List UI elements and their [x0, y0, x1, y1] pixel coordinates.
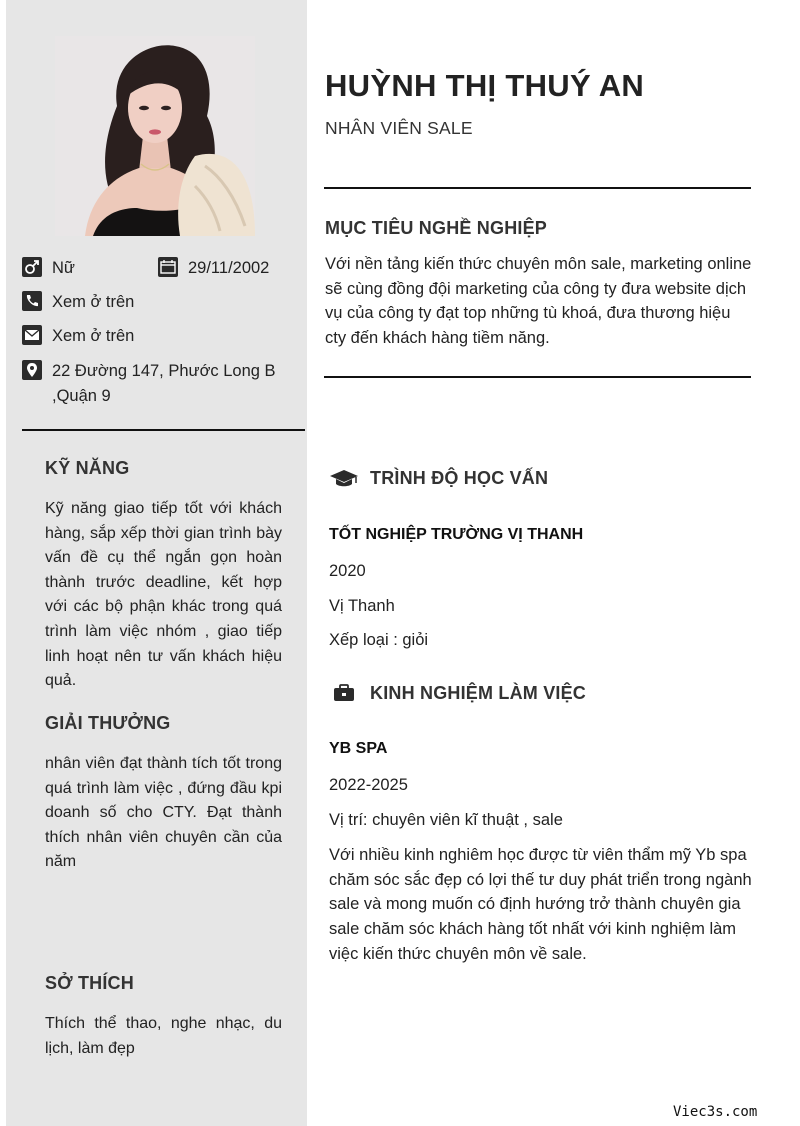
phone-value: Xem ở trên	[52, 293, 135, 311]
sidebar-divider	[22, 429, 305, 431]
briefcase-icon	[333, 684, 355, 702]
experience-company: YB SPA	[329, 740, 388, 757]
birthdate-value: 29/11/2002	[188, 259, 270, 277]
profile-photo	[55, 36, 255, 236]
graduation-cap-icon	[329, 468, 359, 488]
objective-heading: MỤC TIÊU NGHỀ NGHIỆP	[325, 218, 548, 238]
experience-description: Với nhiều kinh nghiêm học được từ viên thẩm mỹ Yb spa chăm sóc sắc đẹp có lợi thế tư duy phát triển trong ngành sale và mong muốn có định hướng trở thành chuyên gia sale chăm sóc khách hàng tốt nhất với kinh nghiệm làm việc kiến thức chuyên môn về sale.	[329, 846, 752, 963]
calendar-icon	[158, 257, 178, 277]
objective-text: Với nền tảng kiến thức chuyên môn sale, marketing online sẽ cùng đồng đội marketing của công ty đưa website dịch vụ của công ty đạt top những tù khoá, đưa thương hiệu cty đến khách hàng tiềm năng.	[325, 255, 752, 348]
education-school: TỐT NGHIỆP TRƯỜNG VỊ THANH	[329, 526, 584, 543]
awards-heading: GIẢI THƯỞNG	[45, 713, 171, 733]
experience-period: 2022-2025	[329, 776, 408, 794]
watermark: Viec3s.com	[673, 1104, 758, 1120]
education-heading: TRÌNH ĐỘ HỌC VẤN	[370, 468, 549, 488]
hobbies-text: Thích thể thao, nghe nhạc, du lịch, làm đẹp	[45, 1015, 282, 1057]
candidate-name: HUỲNH THỊ THUÝ AN	[325, 68, 645, 103]
experience-position: Vị trí: chuyên viên kĩ thuật , sale	[329, 811, 563, 829]
hobbies-heading: SỞ THÍCH	[45, 973, 134, 993]
awards-text: nhân viên đạt thành tích tốt trong quá trình làm việc , đứng đầu kpi doanh số cho CTY. Đạt thành thích nhân viên chuyên cần của năm	[45, 755, 282, 871]
education-location: Vị Thanh	[329, 597, 395, 615]
header-divider	[324, 187, 751, 189]
objective-divider	[324, 376, 751, 378]
gender-icon	[22, 257, 42, 277]
education-year: 2020	[329, 562, 366, 580]
address-line-2: ,Quận 9	[52, 387, 111, 405]
candidate-title: NHÂN VIÊN SALE	[325, 118, 473, 138]
location-pin-icon	[22, 360, 42, 380]
address-line-1: 22 Đường 147, Phước Long B	[52, 362, 276, 380]
skills-text: Kỹ năng giao tiếp tốt với khách hàng, sắp xếp thời gian trình bày vấn đề cụ thể ngắn gọn hoàn thành trước deadline, kết hợp với các bộ phận khác trong quá trình làm việc nhóm , giao tiếp linh hoạt nên tư vấn khách hiệu quả.	[45, 500, 282, 690]
skills-heading: KỸ NĂNG	[45, 458, 130, 478]
email-value: Xem ở trên	[52, 327, 135, 345]
phone-icon	[22, 291, 42, 311]
email-icon	[22, 325, 42, 345]
gender-value: Nữ	[52, 259, 75, 277]
experience-heading: KINH NGHIỆM LÀM VIỆC	[370, 683, 587, 703]
education-grade: Xếp loại : giỏi	[329, 631, 429, 649]
